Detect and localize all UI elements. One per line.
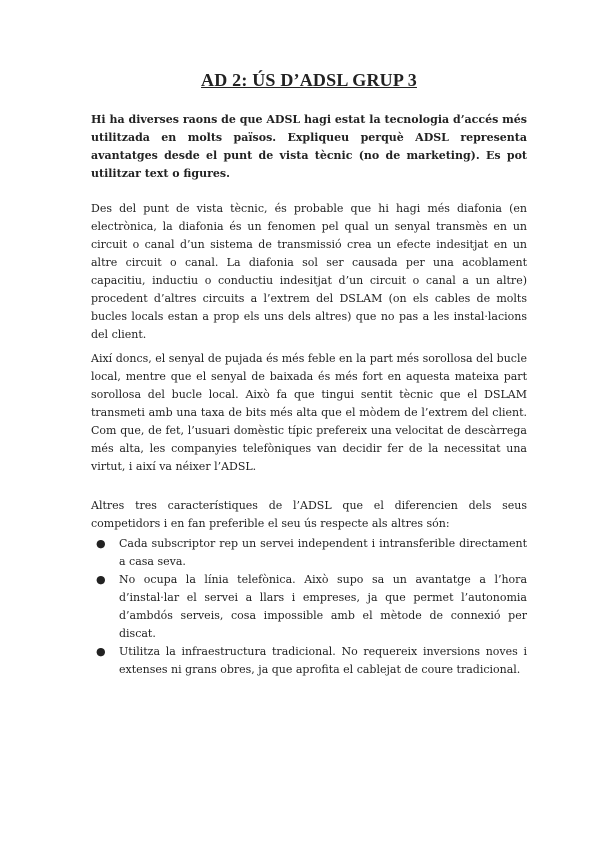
list-item-text: Cada subscriptor rep un servei independent i intransferible directament a casa seva. — [119, 537, 527, 568]
list-item — [91, 643, 527, 679]
question-text: Hi ha diverses raons de que ADSL hagi estat la tecnologia d’accés més utilitzada en molts països. Expliqueu perquè ADSL representa avantatges desde el punt de vista tècnic (no de marketing). Es pot utilitzar text o figures. — [91, 113, 527, 180]
paragraph-crosstalk: Des del punt de vista tècnic, és probable que hi hagi més diafonia (en electrònica, la diafonia és un fenomen pel qual un senyal transmès en un circuit o canal d’un sistema de transmissió crea un efecte indesitjat en un altre circuit o canal. La diafonia sol ser causada per una acoblament capacitiu, inductiu o conductiu indesitjat d’un circuit o canal a un altre) procedent d’altres circuits a l’extrem del DSLAM (on els cables de molts bucles locals estan a prop els uns dels altres) que no pas a les instal·lacions del client. — [91, 202, 527, 341]
bullet-icon: ● — [96, 537, 106, 550]
list-item-text: No ocupa la línia telefònica. Això supo sa un avantatge a l’hora d’instal·lar el servei a llars i empreses, ja que permet l’autonomia d’ambdós serveis, cosa impossible amb el mètode de connexió per discat. — [119, 573, 527, 640]
paragraph-features-intro: Altres tres característiques de l’ADSL que el diferencien dels seus competidors i en fan preferible el seu ús respecte als altres són: — [91, 499, 527, 530]
list-item — [91, 571, 527, 643]
bullet-icon: ● — [96, 645, 106, 658]
paragraph-upstream-downstream: Així doncs, el senyal de pujada és més feble en la part més sorollosa del bucle local, mentre que el senyal de baixada és més fort en aquesta mateixa part sorollosa del bucle local. Això fa que tingui sentit tècnic que el DSLAM transmeti amb una taxa de bits més alta que el mòdem de l’extrem del client. Com que, de fet, l’usuari domèstic típic prefereix una velocitat de descàrrega més alta, les companyies telefòniques van decidir fer de la necessitat una virtut, i així va néixer l’ADSL. — [91, 352, 527, 473]
document-page — [91, 70, 527, 679]
list-item-text: Utilitza la infraestructura tradicional. No requereix inversions noves i extenses ni grans obres, ja que aprofita el cablejat de coure tradicional. — [119, 645, 527, 676]
document-title: AD 2: ÚS D’ADSL GRUP 3 — [201, 70, 417, 90]
list-item — [91, 535, 527, 571]
bullet-icon: ● — [96, 573, 106, 586]
features-list — [91, 535, 527, 679]
